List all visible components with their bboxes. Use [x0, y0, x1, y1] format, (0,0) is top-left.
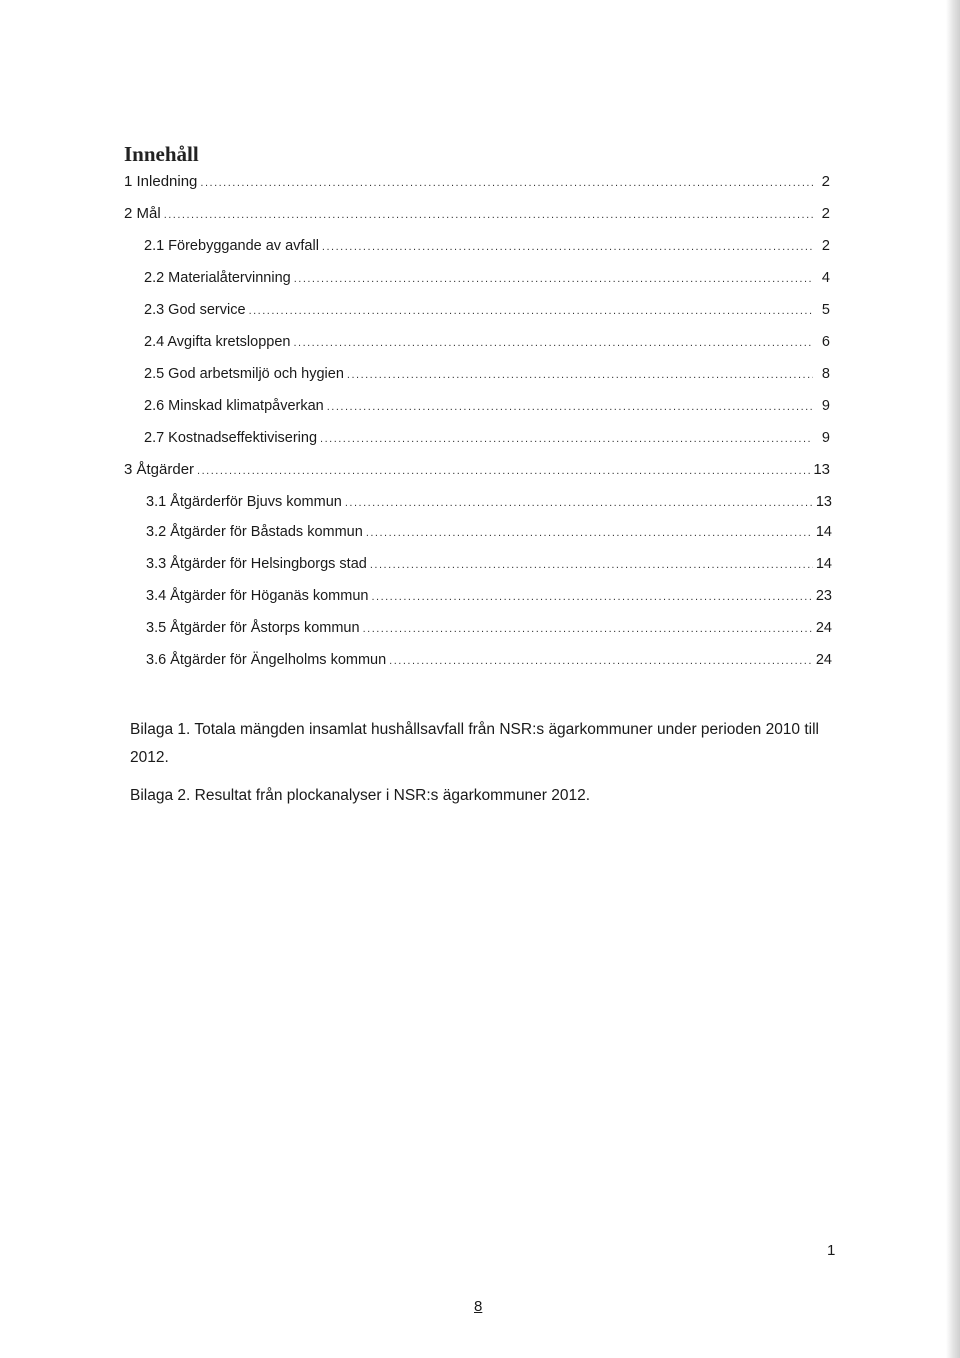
toc-entry — [144, 234, 830, 258]
toc-entry-label: 3.6 Åtgärder för Ängelholms kommun — [146, 652, 387, 668]
toc-entry — [124, 458, 830, 482]
toc-entry-label: 3.4 Åtgärder för Höganäs kommun — [146, 588, 369, 604]
toc-entry-label: 2 Mål — [124, 205, 161, 222]
toc-entry — [146, 648, 832, 672]
toc-entry-page: 2 — [821, 238, 830, 254]
toc-entry-label: 3 Åtgärder — [124, 461, 195, 478]
toc-entry — [144, 394, 830, 418]
toc-entry-page: 5 — [821, 302, 830, 318]
appendix-2: Bilaga 2. Resultat från plockanalyser i NSR:s ägarkommuner 2012. — [130, 787, 591, 804]
toc-leader-dots — [389, 649, 813, 673]
toc-entry-page: 2 — [821, 205, 830, 222]
toc-entry — [144, 330, 830, 354]
toc-entry-page: 9 — [821, 398, 830, 414]
toc-entry-page: 9 — [821, 430, 830, 446]
toc-leader-dots — [164, 203, 813, 227]
toc-leader-dots — [294, 267, 813, 291]
toc-leader-dots — [347, 363, 813, 387]
toc-entry-page: 2 — [821, 173, 830, 190]
toc-entry-page: 24 — [815, 652, 832, 668]
toc-entry-page: 14 — [815, 524, 832, 540]
toc-entry — [146, 490, 832, 514]
toc-leader-dots — [322, 235, 813, 259]
footer-number: 8 — [474, 1298, 483, 1315]
toc-entry-page: 14 — [815, 556, 832, 572]
appendix-1: Bilaga 1. Totala mängden insamlat hushållsavfall från NSR:s ägarkommuner under perioden 2010 till 2012. — [130, 721, 819, 766]
toc-leader-dots — [370, 553, 813, 577]
toc-entry-label: 1 Inledning — [124, 173, 198, 190]
toc-entry — [146, 520, 832, 544]
toc-entry-page: 13 — [813, 461, 830, 478]
page-number: 1 — [827, 1242, 836, 1259]
toc-leader-dots — [320, 427, 813, 451]
toc-entry — [144, 266, 830, 290]
toc-title: Innehåll — [124, 142, 199, 166]
toc-entry-label: 3.2 Åtgärder för Båstads kommun — [146, 524, 363, 540]
toc-entry-label: 3.3 Åtgärder för Helsingborgs stad — [146, 556, 367, 572]
toc-entry — [124, 202, 830, 226]
toc-leader-dots — [249, 299, 813, 323]
toc-leader-dots — [197, 459, 810, 483]
toc-entry-page: 13 — [815, 494, 832, 510]
scan-edge-shadow — [946, 0, 960, 1358]
toc-entry-label: 2.6 Minskad klimatpåverkan — [144, 398, 324, 414]
toc-entry-label: 2.5 God arbetsmiljö och hygien — [144, 366, 344, 382]
toc-entry-page: 6 — [821, 334, 830, 350]
toc-entry — [124, 170, 830, 194]
toc-leader-dots — [363, 617, 813, 641]
toc-leader-dots — [293, 331, 813, 355]
toc-entry-page: 8 — [821, 366, 830, 382]
toc-entry-label: 2.7 Kostnadseffektivisering — [144, 430, 318, 446]
toc-leader-dots — [327, 395, 813, 419]
toc-leader-dots — [345, 491, 813, 515]
toc-entry — [146, 584, 832, 608]
toc-leader-dots — [200, 171, 813, 195]
toc-entry — [146, 552, 832, 576]
toc-entry-label: 2.3 God service — [144, 302, 246, 318]
toc-entry — [144, 362, 830, 386]
toc-entry-label: 3.5 Åtgärder för Åstorps kommun — [146, 620, 360, 636]
toc-entry-page: 23 — [815, 588, 832, 604]
toc-entry-page: 4 — [821, 270, 830, 286]
toc-entry — [144, 426, 830, 450]
toc-leader-dots — [366, 521, 813, 545]
toc-leader-dots — [371, 585, 812, 609]
toc-entry-label: 2.2 Materialåtervinning — [144, 270, 291, 286]
toc-entry — [146, 616, 832, 640]
toc-entry-page: 24 — [815, 620, 832, 636]
toc-entry-label: 2.1 Förebyggande av avfall — [144, 238, 319, 254]
toc-entry-label: 3.1 Åtgärderför Bjuvs kommun — [146, 494, 342, 510]
toc-entry-label: 2.4 Avgifta kretsloppen — [144, 334, 291, 350]
toc-entry — [144, 298, 830, 322]
